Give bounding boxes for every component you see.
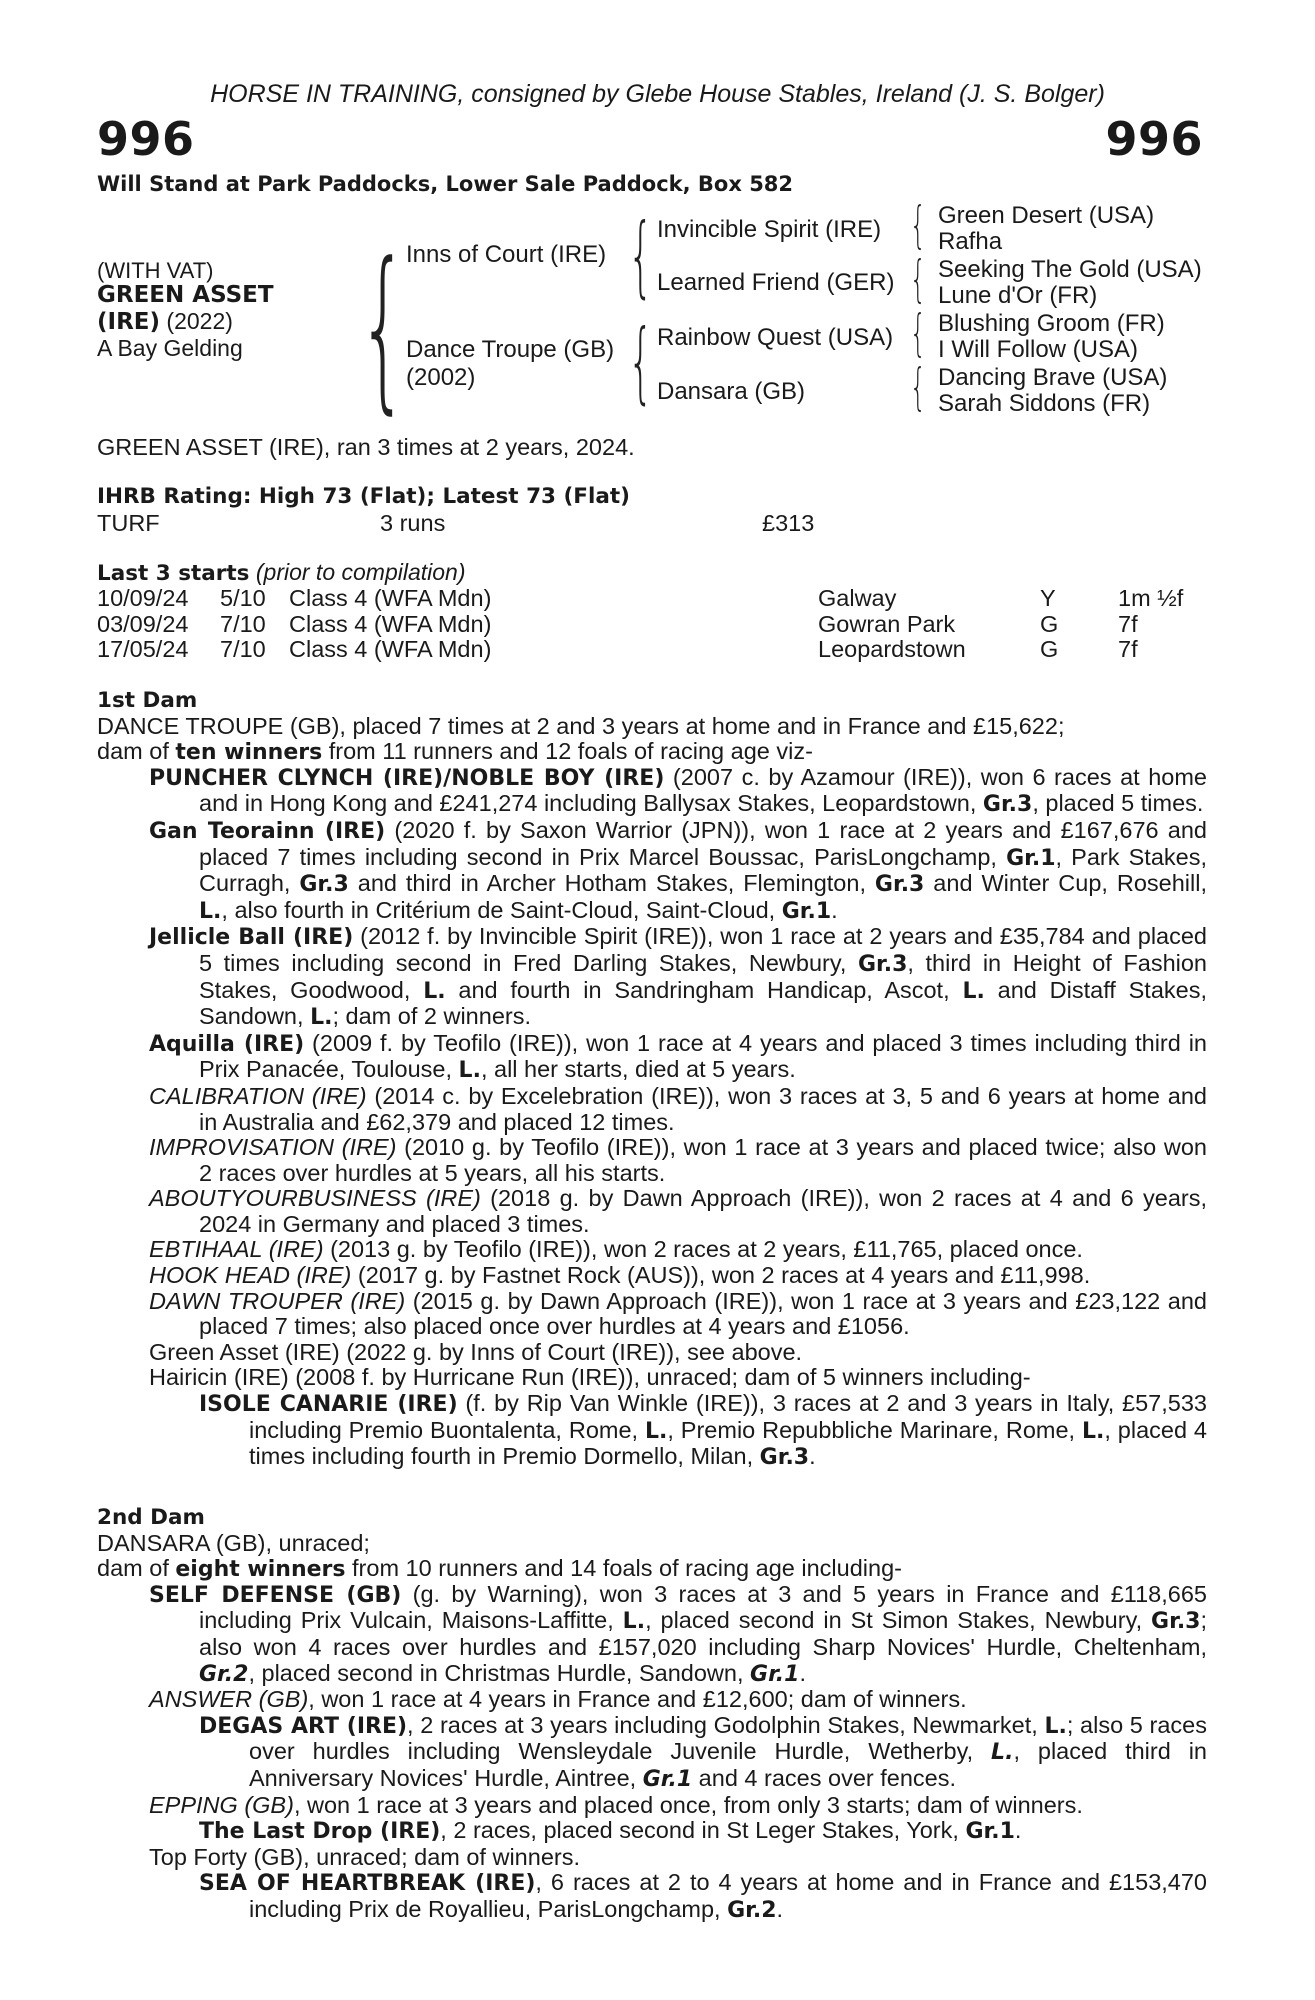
start-date: 10/09/24 [97, 585, 189, 611]
start-pos: 5/10 [220, 585, 266, 611]
first-dam-heading: 1st Dam [97, 688, 198, 713]
second-dam-progeny-line: dam of eight winners from 10 runners and 14 foals of racing age including- [97, 1555, 902, 1583]
second-dam-line: DANSARA (GB), unraced; [97, 1529, 370, 1556]
progeny-entry: PUNCHER CLYNCH (IRE)/NOBLE BOY (IRE) (2007 c. by Azamour (IRE)), won 6 races at home and in Hong Kong and £241,274 including Ballysax Stakes, Leopardstown, Gr.3, placed 5 times. [149, 763, 1207, 818]
pedigree-g3-item: Sarah Siddons (FR) [938, 390, 1151, 417]
lot-number-left: 996 [97, 112, 195, 166]
stand-location: Will Stand at Park Paddocks, Lower Sale Paddock, Box 582 [97, 172, 794, 196]
grandprogeny-entry: DEGAS ART (IRE), 2 races at 3 years including Godolphin Stakes, Newmarket, L.; also 5 races over hurdles including Wensleydale Juvenile Hurdle, Wetherby, L., placed third in Anniversary Novices' Hurdle, Aintree, Gr.1 and 4 races over fences. [199, 1711, 1207, 1792]
progeny-entry: Hairicin (IRE) (2008 f. by Hurricane Run (IRE)), unraced; dam of 5 winners including- [149, 1364, 1031, 1391]
horse-description: A Bay Gelding [97, 335, 243, 361]
progeny-entry: Aquilla (IRE) (2009 f. by Teofilo (IRE)), won 1 race at 4 years and placed 3 times including third in Prix Panacée, Toulouse, L., all her starts, died at 5 years. [149, 1029, 1207, 1084]
start-pos: 7/10 [220, 610, 266, 637]
pedigree-g3-item: Rafha [938, 228, 1003, 255]
pedigree-g3-item: Lune d'Or (FR) [938, 282, 1098, 309]
pedigree-g3-item: Green Desert (USA) [938, 202, 1155, 229]
rating-runs: 3 runs [380, 510, 446, 536]
start-dist: 1m ½f [1118, 585, 1184, 611]
start-class: Class 4 (WFA Mdn) [289, 636, 492, 663]
starts-heading: Last 3 starts (prior to compilation) [97, 559, 466, 586]
progeny-entry: EPPING (GB), won 1 race at 3 years and placed once, from only 3 starts; dam of winners. [149, 1791, 1083, 1818]
pedigree-brace-sire: { [628, 204, 654, 307]
progeny-entry: DAWN TROUPER (IRE) (2015 g. by Dawn Approach (IRE)), won 1 race at 3 years and £23,122 and placed 7 times; also placed once over hurdles at 4 years and £1056. [149, 1287, 1207, 1340]
progeny-entry: CALIBRATION (IRE) (2014 c. by Excelebration (IRE)), won 3 races at 3, 5 and 6 years at home and in Australia and £62,379 and placed 12 times. [149, 1082, 1208, 1135]
rating-heading: IHRB Rating: High 73 (Flat); Latest 73 (Flat) [97, 484, 630, 509]
start-dist: 7f [1118, 636, 1138, 663]
grandprogeny-entry: SEA OF HEARTBREAK (IRE), 6 races at 2 to 4 years at home and in France and £153,470 including Prix de Royallieu, ParisLongchamp, Gr.2. [199, 1869, 1208, 1923]
pedigree-dam-dam: Dansara (GB) [657, 378, 806, 405]
start-class: Class 4 (WFA Mdn) [289, 585, 492, 611]
start-going: Y [1040, 585, 1056, 611]
pedigree-g3-item: I Will Follow (USA) [938, 336, 1139, 363]
catalogue-header: HORSE IN TRAINING, consigned by Glebe House Stables, Ireland (J. S. Bolger) [210, 80, 1105, 108]
start-dist: 7f [1118, 610, 1138, 637]
pedigree-brace-g3-3: { [910, 304, 926, 362]
start-date: 03/09/24 [97, 610, 189, 637]
pedigree-sire-sire: Invincible Spirit (IRE) [657, 216, 882, 243]
pedigree-dam-sire: Rainbow Quest (USA) [657, 324, 894, 351]
rating-surface: TURF [97, 510, 160, 536]
grandprogeny-entry: The Last Drop (IRE), 2 races, placed second in St Leger Stakes, York, Gr.1. [199, 1817, 1022, 1845]
progeny-entry: HOOK HEAD (IRE) (2017 g. by Fastnet Rock (AUS)), won 2 races at 4 years and £11,998. [149, 1262, 1091, 1289]
vat-note: (WITH VAT) [97, 258, 214, 283]
second-dam-section [97, 1505, 1207, 1924]
horse-name: GREEN ASSET [97, 282, 274, 308]
progeny-entry: SELF DEFENSE (GB) (g. by Warning), won 3 races at 3 and 5 years in France and £118,665 including Prix Vulcain, Maisons-Laffitte, L., placed second in St Simon Stakes, Newbury, Gr.3; also won 4 races over hurdles and £157,020 including Sharp Novices' Hurdle, Cheltenham, Gr.2, placed second in Christmas Hurdle, Sandown, Gr.1. [149, 1580, 1208, 1687]
start-going: G [1040, 636, 1059, 663]
progeny-entry: IMPROVISATION (IRE) (2010 g. by Teofilo (IRE)), won 1 race at 3 years and placed twice; also won 2 races over hurdles at 5 years, all his starts. [149, 1134, 1208, 1186]
pedigree-dam-year: (2002) [406, 364, 476, 391]
progeny-entry: Green Asset (IRE) (2022 g. by Inns of Court (IRE)), see above. [149, 1338, 803, 1365]
start-pos: 7/10 [220, 636, 266, 663]
first-dam-section [97, 688, 1207, 1471]
progeny-entry: Top Forty (GB), unraced; dam of winners. [149, 1843, 580, 1870]
pedigree-g3-item: Blushing Groom (FR) [938, 310, 1165, 337]
progeny-entry: Jellicle Ball (IRE) (2012 f. by Invincible Spirit (IRE)), won 1 race at 2 years and £35,784 and placed 5 times including second in Fred Darling Stakes, Newbury, Gr.3, third in Height of Fashion Stakes, Goodwood, L. and fourth in Sandringham Handicap, Ascot, L. and Distaff Stakes, Sandown, L.; dam of 2 winners. [149, 923, 1208, 1031]
pedigree-brace-g3-2: { [910, 250, 926, 308]
start-course: Gowran Park [818, 610, 956, 637]
pedigree-g3-item: Seeking The Gold (USA) [938, 256, 1202, 283]
start-going: G [1040, 610, 1059, 637]
pedigree-dam: Dance Troupe (GB) [406, 336, 615, 363]
first-dam-line: DANCE TROUPE (GB), placed 7 times at 2 and 3 years at home and in France and £15,622; [97, 712, 1065, 739]
pedigree-sire: Inns of Court (IRE) [406, 241, 607, 268]
start-course: Leopardstown [818, 636, 966, 663]
grandprogeny-entry: ISOLE CANARIE (IRE) (f. by Rip Van Winkle (IRE)), 3 races at 2 and 3 years in Italy, £57,533 including Premio Buontalenta, Rome, L., Premio Repubbliche Marinare, Rome, L., placed 4 times including fourth in Premio Dormello, Milan, Gr.3. [199, 1390, 1208, 1471]
pedigree-g3-item: Dancing Brave (USA) [938, 364, 1168, 391]
pedigree-brace-g3-1: { [910, 196, 926, 254]
horse-origin-year: (IRE) (2022) [97, 308, 233, 335]
race-summary: GREEN ASSET (IRE), ran 3 times at 2 years, 2024. [97, 434, 635, 460]
progeny-entry: ABOUTYOURBUSINESS (IRE) (2018 g. by Dawn Approach (IRE)), won 2 races at 4 and 6 years, 2024 in Germany and placed 3 times. [149, 1185, 1208, 1237]
pedigree-sire-dam: Learned Friend (GER) [657, 269, 895, 296]
pedigree-brace-g3-4: { [910, 358, 926, 416]
start-date: 17/05/24 [97, 636, 189, 663]
progeny-entry: Gan Teorainn (IRE) (2020 f. by Saxon Warrior (JPN)), won 1 race at 2 years and £167,676 and placed 7 times including second in Prix Marcel Boussac, ParisLongchamp, Gr.1, Park Stakes, Curragh, Gr.3 and third in Archer Hotham Stakes, Flemington, Gr.3 and Winter Cup, Rosehill, L., also fourth in Critérium de Saint-Cloud, Saint-Cloud, Gr.1. [149, 816, 1208, 924]
second-dam-heading: 2nd Dam [97, 1505, 205, 1530]
lot-number-right: 996 [1105, 112, 1203, 166]
start-course: Galway [818, 585, 897, 611]
rating-earnings: £313 [762, 510, 815, 536]
pedigree-brace-main: { [358, 225, 409, 430]
progeny-entry: EBTIHAAL (IRE) (2013 g. by Teofilo (IRE)), won 2 races at 2 years, £11,765, placed once. [149, 1236, 1083, 1263]
start-class: Class 4 (WFA Mdn) [289, 610, 492, 637]
pedigree-brace-dam: { [628, 310, 654, 413]
first-dam-progeny-line: dam of ten winners from 11 runners and 12 foals of racing age viz- [97, 738, 813, 766]
progeny-entry: ANSWER (GB), won 1 race at 4 years in France and £12,600; dam of winners. [149, 1686, 967, 1713]
